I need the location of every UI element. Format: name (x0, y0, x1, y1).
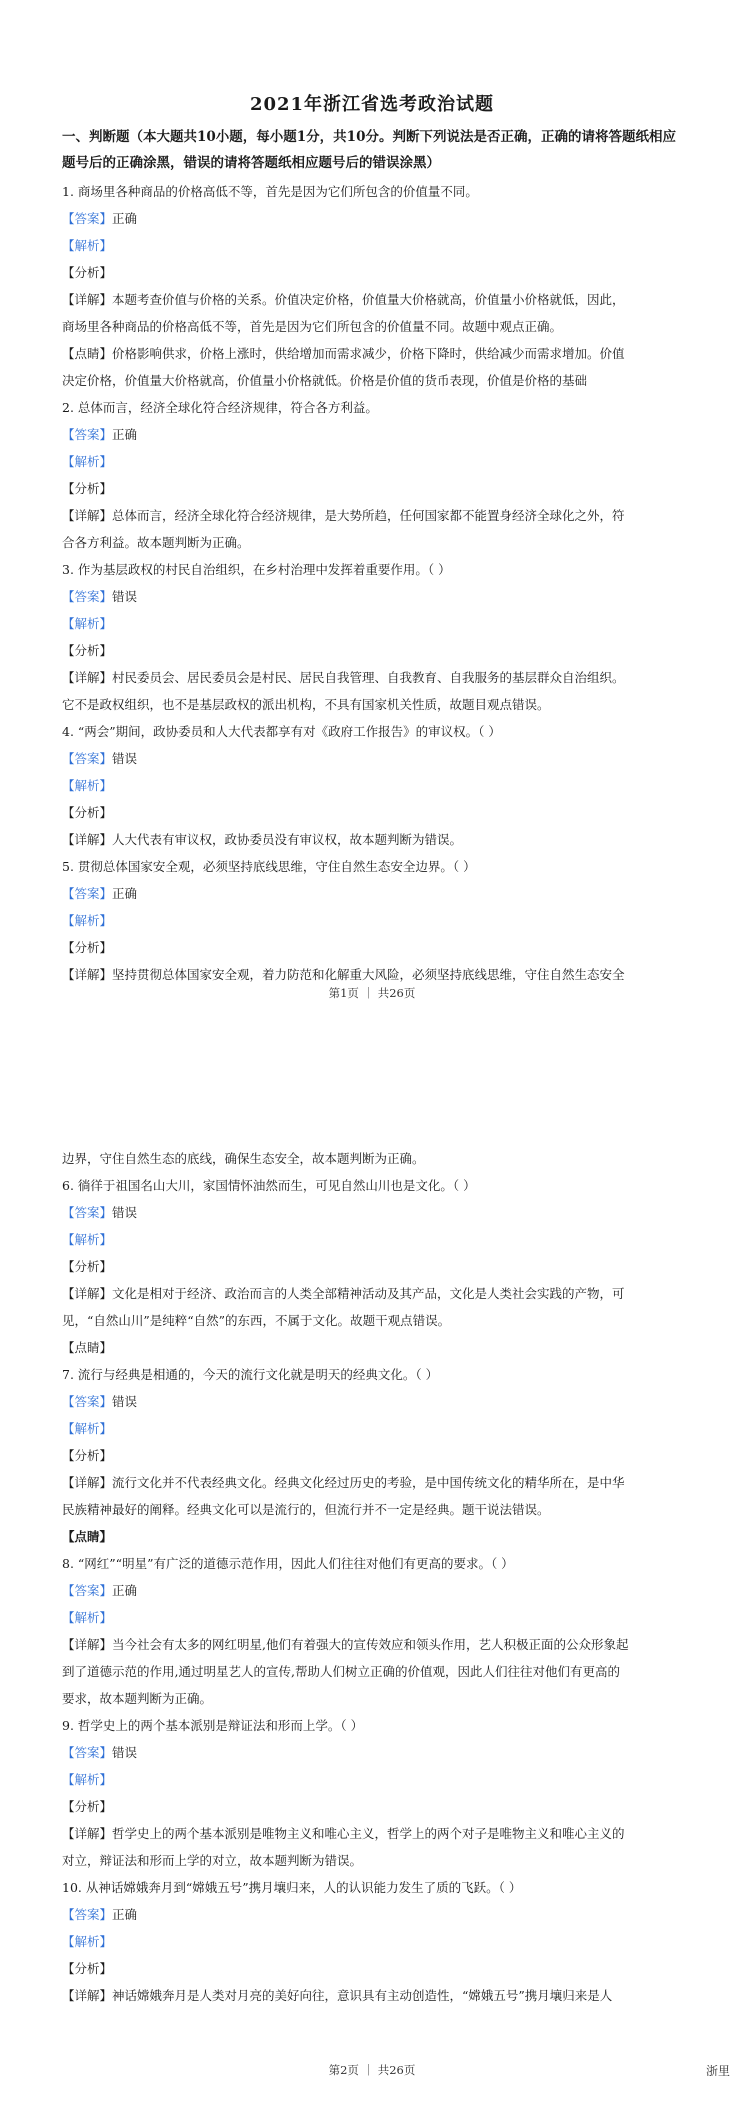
parse-tag: 【解析】 (62, 1934, 113, 1949)
answer-line (62, 880, 684, 907)
answer-value: 正确 (112, 1907, 138, 1922)
document-title: 2021年浙江省选考政治试题 (249, 94, 495, 115)
comment-tag: 【点睛】 (62, 1340, 113, 1355)
detail-text-cont: 民族精神最好的阐释。经典文化可以是流行的，但流行并不一定是经典。题干说法错误。 (62, 1502, 550, 1517)
answer-value: 错误 (112, 1394, 138, 1409)
page-footer: 第1页 ｜ 共26页 (328, 986, 416, 1000)
question-2 (62, 394, 684, 556)
detail-text-cont: 商场里各种商品的价格高低不等，首先是因为它们所包含的价值量不同。故题中观点正确。 (62, 319, 563, 334)
page-1-content (62, 124, 684, 988)
detail-line (62, 1982, 684, 2009)
answer-tag: 【答案】 (62, 1907, 113, 1922)
detail-tag: 【详解】 (62, 1286, 113, 1301)
detail-line (62, 502, 684, 529)
detail-text: 哲学史上的两个基本派别是唯物主义和唯心主义，哲学上的两个对子是唯物主义和唯心主义的 (112, 1826, 625, 1841)
question-stem: 7. 流行与经典是相通的，今天的流行文化就是明天的经典文化。（ ） (62, 1367, 439, 1382)
parse-line (62, 1604, 684, 1631)
question-9 (62, 1712, 684, 1874)
answer-tag: 【答案】 (62, 886, 113, 901)
detail-line (62, 1280, 684, 1307)
parse-line (62, 1226, 684, 1253)
comment-line (62, 1523, 684, 1550)
analysis-line (62, 1253, 684, 1280)
detail-tag: 【详解】 (62, 967, 113, 982)
detail-line (62, 1469, 684, 1496)
page-2 (0, 1115, 744, 2106)
parse-line (62, 907, 684, 934)
detail-text: 村民委员会、居民委员会是村民、居民自我管理、自我教育、自我服务的基层群众自治组织。 (112, 670, 625, 685)
detail-tag: 【详解】 (62, 1826, 113, 1841)
answer-value: 错误 (112, 751, 138, 766)
section-heading: 一、判断题（本大题共10小题，每小题1分，共10分。判断下列说法是否正确，正确的请将答题纸相应题号后的正确涂黑，错误的请将答题纸相应题号后的错误涂黑） (62, 129, 676, 171)
parse-tag: 【解析】 (62, 616, 113, 631)
answer-value: 正确 (112, 427, 138, 442)
parse-line (62, 772, 684, 799)
comment-tag: 【点睛】 (62, 346, 113, 361)
answer-tag: 【答案】 (62, 1583, 113, 1598)
question-5 (62, 853, 684, 988)
detail-line (62, 826, 684, 853)
detail-line (62, 286, 684, 313)
question-3 (62, 556, 684, 718)
question-6 (62, 1172, 684, 1361)
page-2-content (62, 1145, 684, 2009)
detail-line (62, 664, 684, 691)
page-1 (0, 0, 744, 1035)
answer-value: 正确 (112, 886, 138, 901)
parse-line (62, 1766, 684, 1793)
parse-line (62, 610, 684, 637)
detail-text-cont: 边界，守住自然生态的底线，确保生态安全，故本题判断为正确。 (62, 1151, 425, 1166)
answer-line (62, 1739, 684, 1766)
question-stem: 2. 总体而言，经济全球化符合经济规律，符合各方利益。 (62, 400, 378, 415)
analysis-line (62, 799, 684, 826)
answer-line (62, 745, 684, 772)
parse-tag: 【解析】 (62, 1421, 113, 1436)
detail-text: 总体而言，经济全球化符合经济规律，是大势所趋，任何国家都不能置身经济全球化之外，符 (112, 508, 625, 523)
parse-line (62, 1415, 684, 1442)
detail-tag: 【详解】 (62, 1988, 113, 2003)
answer-line (62, 583, 684, 610)
answer-value: 正确 (112, 1583, 138, 1598)
answer-tag: 【答案】 (62, 427, 113, 442)
answer-value: 错误 (112, 1205, 138, 1220)
analysis-tag: 【分析】 (62, 1448, 113, 1463)
detail-text: 人大代表有审议权，政协委员没有审议权，故本题判断为错误。 (112, 832, 463, 847)
analysis-line (62, 1955, 684, 1982)
answer-tag: 【答案】 (62, 589, 113, 604)
detail-tag: 【详解】 (62, 508, 113, 523)
answer-tag: 【答案】 (62, 1205, 113, 1220)
detail-line (62, 1820, 684, 1847)
parse-tag: 【解析】 (62, 1772, 113, 1787)
parse-tag: 【解析】 (62, 1610, 113, 1625)
detail-tag: 【详解】 (62, 1637, 113, 1652)
answer-line (62, 1901, 684, 1928)
detail-text: 神话嫦娥奔月是人类对月亮的美好向往，意识具有主动创造性，“嫦娥五号”携月壤归来是人 (112, 1988, 613, 2003)
detail-text-cont: 见，“自然山川”是纯粹“自然”的东西，不属于文化。故题干观点错误。 (62, 1313, 451, 1328)
parse-line (62, 232, 684, 259)
question-10 (62, 1874, 684, 2009)
detail-line (62, 1631, 684, 1658)
detail-tag: 【详解】 (62, 292, 113, 307)
detail-tag: 【详解】 (62, 832, 113, 847)
answer-tag: 【答案】 (62, 211, 113, 226)
analysis-line (62, 934, 684, 961)
detail-text-cont: 对立，辩证法和形而上学的对立，故本题判断为错误。 (62, 1853, 363, 1868)
detail-text: 流行文化并不代表经典文化。经典文化经过历史的考验，是中国传统文化的精华所在，是中华 (112, 1475, 625, 1490)
comment-text: 价格影响供求，价格上涨时，供给增加而需求减少，价格下降时，供给减少而需求增加。价值 (112, 346, 625, 361)
detail-line (62, 961, 684, 988)
detail-text-cont: 要求，故本题判断为正确。 (62, 1691, 213, 1706)
detail-tag: 【详解】 (62, 670, 113, 685)
question-stem: 9. 哲学史上的两个基本派别是辩证法和形而上学。（ ） (62, 1718, 364, 1733)
analysis-line (62, 475, 684, 502)
corner-label: 浙里 (705, 2064, 730, 2078)
detail-text-cont: 合各方利益。故本题判断为正确。 (62, 535, 250, 550)
answer-line (62, 421, 684, 448)
detail-text: 当今社会有太多的网红明星,他们有着强大的宣传效应和领头作用，艺人积极正面的公众形象起 (112, 1637, 629, 1652)
answer-tag: 【答案】 (62, 1745, 113, 1760)
comment-tag: 【点睛】 (62, 1529, 113, 1544)
answer-line (62, 205, 684, 232)
question-stem: 6. 徜徉于祖国名山大川，家国情怀油然而生，可见自然山川也是文化。（ ） (62, 1178, 476, 1193)
comment-line (62, 340, 684, 367)
answer-line (62, 1199, 684, 1226)
detail-text-cont: 到了道德示范的作用,通过明星艺人的宣传,帮助人们树立正确的价值观，因此人们往往对他们有更高的 (62, 1664, 620, 1679)
question-8 (62, 1550, 684, 1712)
analysis-tag: 【分析】 (62, 940, 113, 955)
detail-tag: 【详解】 (62, 1475, 113, 1490)
question-stem: 3. 作为基层政权的村民自治组织，在乡村治理中发挥着重要作用。（ ） (62, 562, 451, 577)
detail-text: 坚持贯彻总体国家安全观，着力防范和化解重大风险，必须坚持底线思维，守住自然生态安全 (112, 967, 625, 982)
parse-tag: 【解析】 (62, 913, 113, 928)
parse-tag: 【解析】 (62, 778, 113, 793)
detail-text: 文化是相对于经济、政治而言的人类全部精神活动及其产品，文化是人类社会实践的产物，可 (112, 1286, 625, 1301)
parse-line (62, 448, 684, 475)
comment-text-cont: 决定价格，价值量大价格就高，价值量小价格就低。价格是价值的货币表现，价值是价格的基础 (62, 373, 588, 388)
parse-tag: 【解析】 (62, 454, 113, 469)
analysis-line (62, 1793, 684, 1820)
analysis-tag: 【分析】 (62, 1799, 113, 1814)
question-stem: 8. “网红”“明星”有广泛的道德示范作用，因此人们往往对他们有更高的要求。（ ） (62, 1556, 514, 1571)
answer-line (62, 1577, 684, 1604)
answer-value: 错误 (112, 589, 138, 604)
analysis-line (62, 1442, 684, 1469)
answer-tag: 【答案】 (62, 751, 113, 766)
parse-tag: 【解析】 (62, 238, 113, 253)
analysis-tag: 【分析】 (62, 643, 113, 658)
question-stem: 1. 商场里各种商品的价格高低不等，首先是因为它们所包含的价值量不同。 (62, 184, 478, 199)
detail-text-cont: 它不是政权组织，也不是基层政权的派出机构，不具有国家机关性质，故题目观点错误。 (62, 697, 550, 712)
analysis-tag: 【分析】 (62, 1961, 113, 1976)
question-4 (62, 718, 684, 853)
question-stem: 4. “两会”期间，政协委员和人大代表都享有对《政府工作报告》的审议权。（ ） (62, 724, 501, 739)
question-stem: 5. 贯彻总体国家安全观，必须坚持底线思维，守住自然生态安全边界。（ ） (62, 859, 476, 874)
analysis-line (62, 259, 684, 286)
answer-value: 正确 (112, 211, 138, 226)
answer-value: 错误 (112, 1745, 138, 1760)
answer-tag: 【答案】 (62, 1394, 113, 1409)
detail-text: 本题考查价值与价格的关系。价值决定价格，价值量大价格就高，价值量小价格就低，因此， (112, 292, 625, 307)
analysis-tag: 【分析】 (62, 481, 113, 496)
parse-line (62, 1928, 684, 1955)
analysis-tag: 【分析】 (62, 1259, 113, 1274)
question-7 (62, 1361, 684, 1550)
answer-line (62, 1388, 684, 1415)
analysis-tag: 【分析】 (62, 265, 113, 280)
parse-tag: 【解析】 (62, 1232, 113, 1247)
analysis-line (62, 637, 684, 664)
comment-line (62, 1334, 684, 1361)
analysis-tag: 【分析】 (62, 805, 113, 820)
question-stem: 10. 从神话嫦娥奔月到“嫦娥五号”携月壤归来，人的认识能力发生了质的飞跃。（ ） (62, 1880, 522, 1895)
question-1 (62, 178, 684, 394)
page-footer: 第2页 ｜ 共26页 (328, 2063, 416, 2077)
